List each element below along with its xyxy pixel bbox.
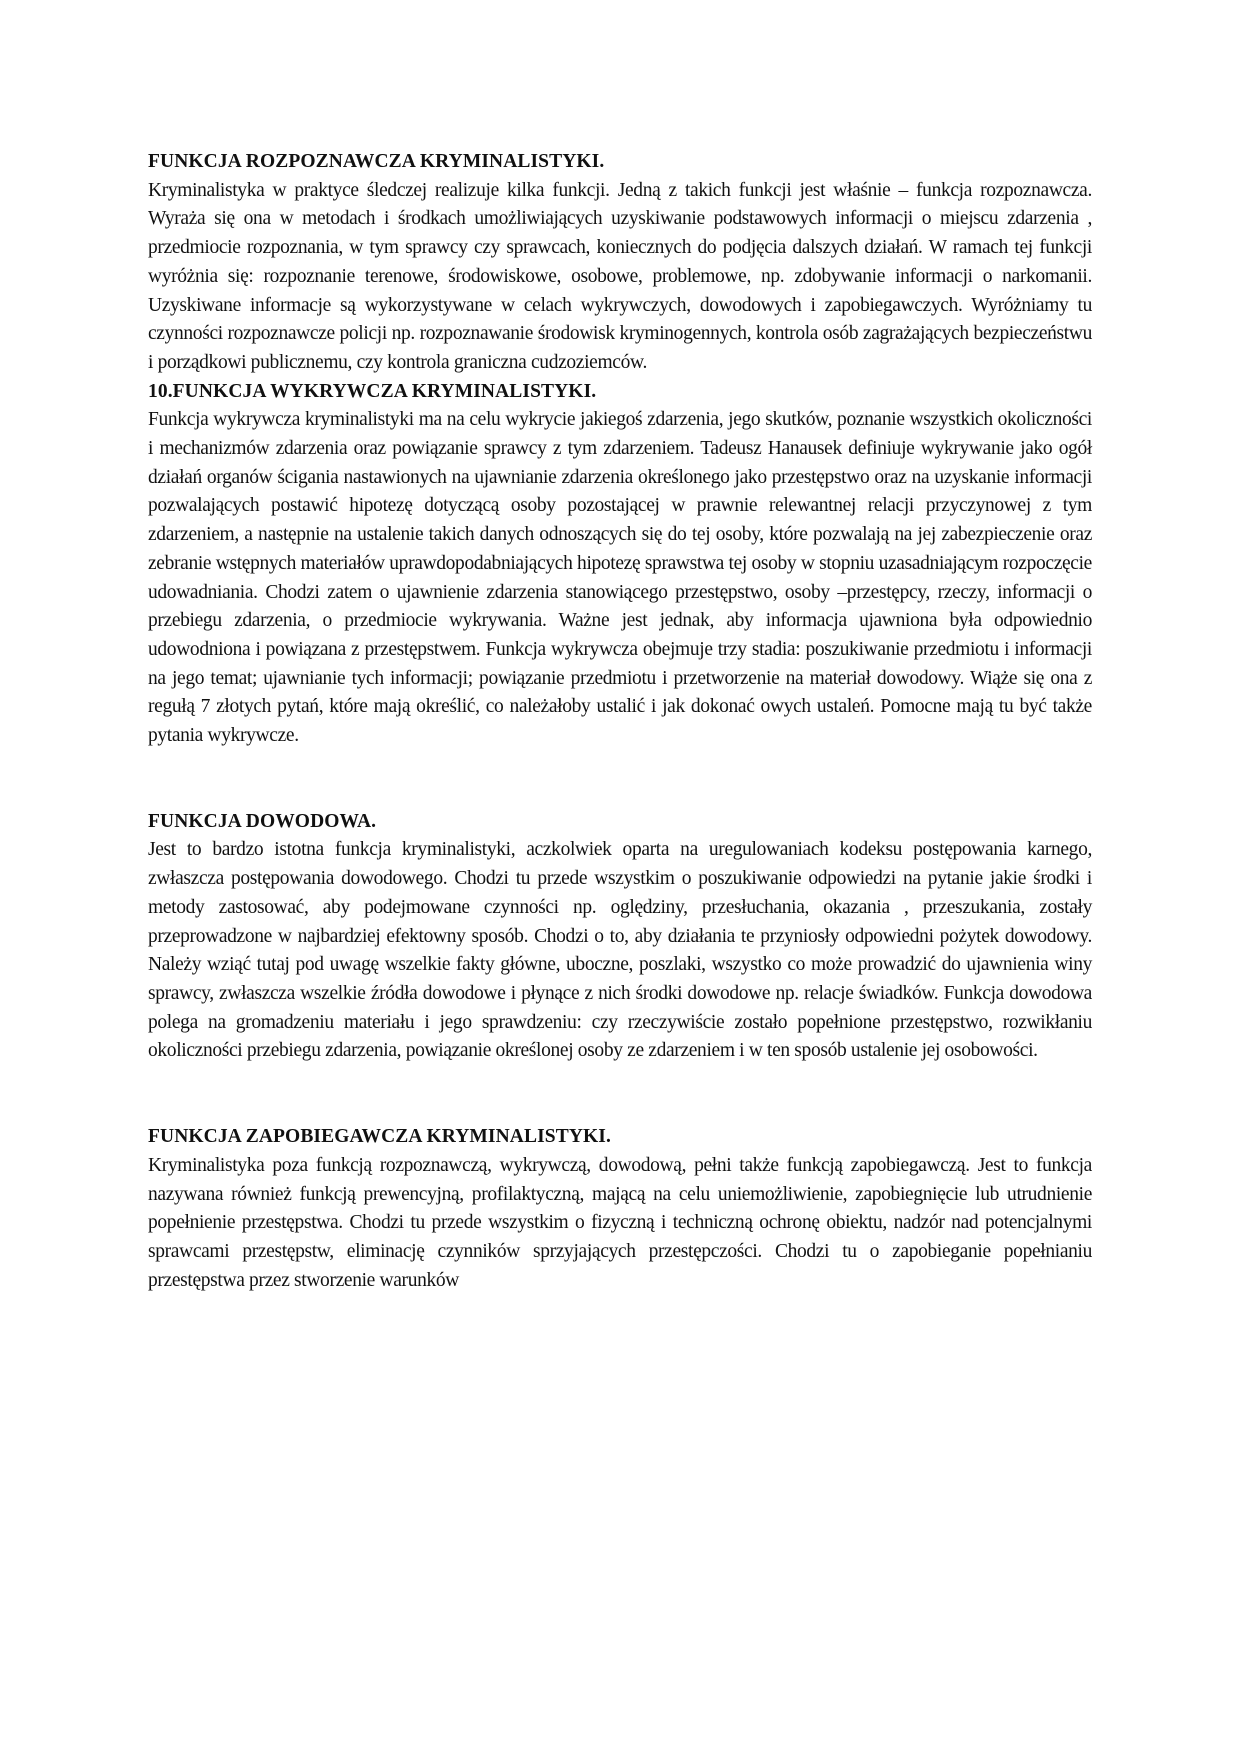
document-page [148,148,1092,1295]
section-body: Funkcja wykrywcza kryminalistyki ma na celu wykrycie jakiegoś zdarzenia, jego skutków, poznanie wszystkich okoliczności i mechanizmów zdarzenia oraz powiązanie sprawcy z tym zdarzeniem. Tadeusz Hanausek definiuje wykrywanie jako ogół działań organów ścigania nastawionych na ujawnianie zdarzenia określonego jako przestępstwo oraz na uzyskanie informacji pozwalających postawić hipotezę dotyczącą osoby pozostającej w prawnie relewantnej relacji przyczynowej z tym zdarzeniem, a następnie na ustalenie takich danych odnoszących się do tej osoby, które pozwalają na jej zabezpieczenie oraz zebranie wstępnych materiałów uprawdopodabniających hipotezę sprawstwa tej osoby w stopniu uzasadniającym rozpoczęcie udowadniania. Chodzi zatem o ujawnienie zdarzenia stanowiącego przestępstwo, osoby –przestępcy, rzeczy, informacji o przebiegu zdarzenia, o przedmiocie wykrywania. Ważne jest jednak, aby informacja ujawniona była odpowiednio udowodniona i powiązana z przestępstwem. Funkcja wykrywcza obejmuje trzy stadia: poszukiwanie przedmiotu i informacji na jego temat; ujawnianie tych informacji; powiązanie przedmiotu i przetworzenie na materiał dowodowy. Wiąże się ona z regułą 7 złotych pytań, które mają określić, co należałoby ustalić i jak dokonać owych ustaleń. Pomocne mają tu być także pytania wykrywcze. [148,409,1092,747]
section-body: Kryminalistyka w praktyce śledczej realizuje kilka funkcji. Jedną z takich funkcji jest właśnie – funkcja rozpoznawcza. Wyraża się ona w metodach i środkach umożliwiających uzyskiwanie podstawowych informacji o miejscu zdarzenia , przedmiocie rozpoznania, w tym sprawcy czy sprawcach, koniecznych do podjęcia dalszych działań. W ramach tej funkcji wyróżnia się: rozpoznanie terenowe, środowiskowe, osobowe, problemowe, np. zdobywanie informacji o narkomanii. Uzyskiwane informacje są wykorzystywane w celach wykrywczych, dowodowych i zapobiegawczych. Wyróżniamy tu czynności rozpoznawcze policji np. rozpoznawanie środowisk kryminogennych, kontrola osób zagrażających bezpieczeństwu i porządkowi publicznemu, czy kontrola graniczna cudzoziemców. [148,179,1092,373]
section-heading: FUNKCJA ZAPOBIEGAWCZA KRYMINALISTYKI. [148,1126,611,1148]
section-prevention-function [148,1123,1092,1295]
paragraph-spacer [148,751,1092,808]
section-heading: FUNKCJA DOWODOWA. [148,810,377,832]
section-recognition-function [148,148,1092,378]
section-heading: 10.FUNKCJA WYKRYWCZA KRYMINALISTYKI. [148,380,597,402]
section-evidence-function [148,808,1092,1066]
paragraph-spacer [148,1066,1092,1123]
section-detection-function [148,378,1092,751]
section-body: Jest to bardzo istotna funkcja kryminalistyki, aczkolwiek oparta na uregulowaniach kodeksu postępowania karnego, zwłaszcza postępowania dowodowego. Chodzi tu przede wszystkim o poszukiwanie odpowiedzi na pytanie jakie środki i metody zastosować, aby podejmowane czynności np. oględziny, przesłuchania, okazania , przeszukania, zostały przeprowadzone w najbardziej efektowny sposób. Chodzi o to, aby działania te przyniosły odpowiedni pożytek dowodowy. Należy wziąć tutaj pod uwagę wszelkie fakty główne, uboczne, poszlaki, wszystko co może prowadzić do ujawnienia winy sprawcy, zwłaszcza wszelkie źródła dowodowe i płynące z nich środki dowodowe np. relacje świadków. Funkcja dowodowa polega na gromadzeniu materiału i jego sprawdzeniu: czy rzeczywiście zostało popełnione przestępstwo, rozwikłaniu okoliczności przebiegu zdarzenia, powiązanie określonej osoby ze zdarzeniem i w ten sposób ustalenie jej osobowości. [148,839,1092,1062]
section-body: Kryminalistyka poza funkcją rozpoznawczą, wykrywczą, dowodową, pełni także funkcją zapobiegawczą. Jest to funkcja nazywana również funkcją prewencyjną, profilaktyczną, mającą na celu uniemożliwienie, zapobiegnięcie lub utrudnienie popełnienie przestępstwa. Chodzi tu przede wszystkim o fizyczną i techniczną ochronę obiektu, nadzór nad potencjalnymi sprawcami przestępstw, eliminację czynników sprzyjających przestępczości. Chodzi tu o zapobieganie popełnianiu przestępstwa przez stworzenie warunków [148,1154,1092,1291]
section-heading: FUNKCJA ROZPOZNAWCZA KRYMINALISTYKI. [148,151,605,172]
